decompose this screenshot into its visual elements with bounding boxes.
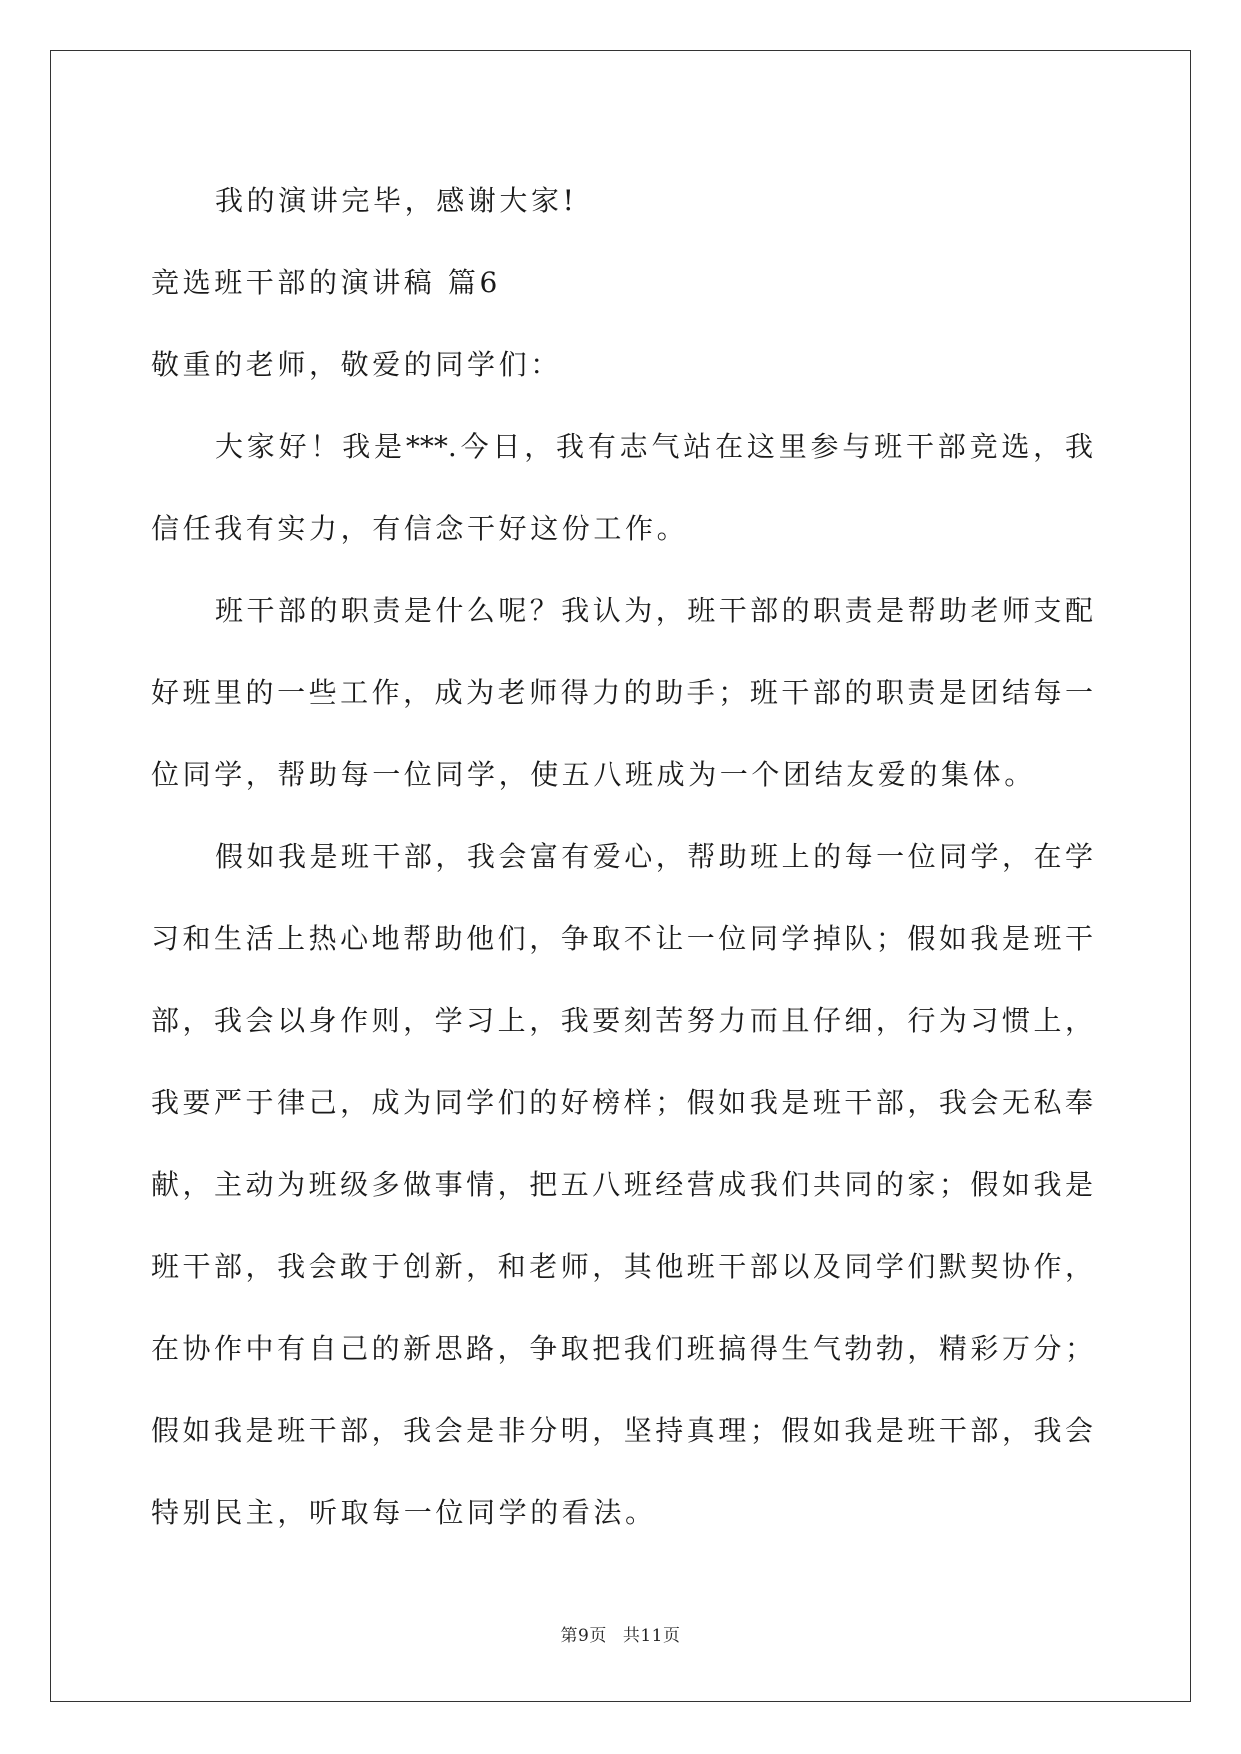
text-line: 在协作中有自己的新思路，争取把我们班搞得生气勃勃，精彩万分；	[151, 1332, 1093, 1365]
page-footer	[0, 1621, 1241, 1646]
text-line: 我要严于律己，成为同学们的好榜样；假如我是班干部，我会无私奉	[151, 1086, 1093, 1119]
text-line: 敬重的老师，敬爱的同学们：	[151, 348, 562, 381]
text-line: 特别民主，听取每一位同学的看法。	[151, 1496, 657, 1529]
text-line: 竞选班干部的演讲稿 篇6	[151, 266, 501, 299]
text-line: 假如我是班干部，我会是非分明，坚持真理；假如我是班干部，我会	[151, 1414, 1093, 1447]
document-body	[151, 160, 1093, 1554]
total-pages: 共11页	[622, 1626, 681, 1646]
text-line: 大家好！我是***.今日，我有志气站在这里参与班干部竞选，我	[215, 430, 1093, 463]
text-line: 位同学，帮助每一位同学，使五八班成为一个团结友爱的集体。	[151, 758, 1036, 791]
text-line: 部，我会以身作则，学习上，我要刻苦努力而且仔细，行为习惯上，	[151, 1004, 1093, 1037]
text-line: 献，主动为班级多做事情，把五八班经营成我们共同的家；假如我是	[151, 1168, 1093, 1201]
text-line: 班干部，我会敢于创新，和老师，其他班干部以及同学们默契协作，	[151, 1250, 1093, 1283]
text-line: 我的演讲完毕，感谢大家!	[215, 184, 578, 217]
text-line: 信任我有实力，有信念干好这份工作。	[151, 512, 689, 545]
text-line: 假如我是班干部，我会富有爱心，帮助班上的每一位同学，在学	[215, 840, 1093, 873]
text-line: 习和生活上热心地帮助他们，争取不让一位同学掉队；假如我是班干	[151, 922, 1093, 955]
page-number: 第9页	[560, 1626, 607, 1646]
text-line: 班干部的职责是什么呢？我认为，班干部的职责是帮助老师支配	[215, 594, 1093, 627]
text-line: 好班里的一些工作，成为老师得力的助手；班干部的职责是团结每一	[151, 676, 1093, 709]
